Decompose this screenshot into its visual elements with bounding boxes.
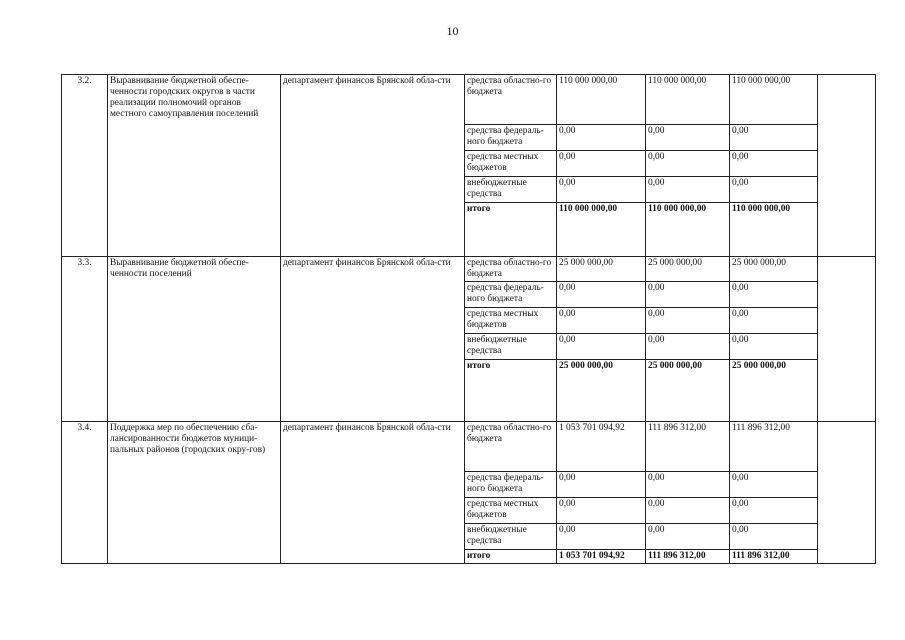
total-amount: 110 000 000,00 bbox=[646, 203, 730, 257]
measure-name: Выравнивание бюджетной обеспе-ченности городских округов в части реализации полномочий органов местного самоуправления поселений bbox=[108, 75, 281, 257]
total-label: итого bbox=[465, 550, 557, 564]
row-number: 3.4. bbox=[62, 422, 108, 564]
total-amount: 111 896 312,00 bbox=[646, 550, 730, 564]
total-amount: 25 000 000,00 bbox=[730, 360, 818, 422]
total-amount: 110 000 000,00 bbox=[730, 203, 818, 257]
executor: департамент финансов Брянской обла-сти bbox=[281, 257, 465, 422]
amount-cell: 0,00 bbox=[557, 334, 646, 360]
total-amount: 25 000 000,00 bbox=[557, 360, 646, 422]
table-row bbox=[62, 257, 876, 282]
amount-cell: 0,00 bbox=[730, 472, 818, 498]
total-amount: 25 000 000,00 bbox=[646, 360, 730, 422]
measure-name: Выравнивание бюджетной обеспе-ченности поселений bbox=[108, 257, 281, 422]
amount-cell: 25 000 000,00 bbox=[730, 257, 818, 282]
source-label: средства областно-го бюджета bbox=[465, 75, 557, 125]
amount-cell: 0,00 bbox=[730, 308, 818, 334]
amount-cell: 25 000 000,00 bbox=[646, 257, 730, 282]
source-label: внебюджетные средства bbox=[465, 334, 557, 360]
page-number: 10 bbox=[446, 24, 459, 38]
total-label: итого bbox=[465, 203, 557, 257]
amount-cell: 0,00 bbox=[557, 177, 646, 203]
amount-cell: 0,00 bbox=[557, 308, 646, 334]
amount-cell: 0,00 bbox=[557, 524, 646, 550]
source-label: средства местных бюджетов bbox=[465, 498, 557, 524]
source-label: средства местных бюджетов bbox=[465, 151, 557, 177]
amount-cell: 0,00 bbox=[646, 125, 730, 151]
amount-cell: 0,00 bbox=[646, 524, 730, 550]
amount-cell: 0,00 bbox=[646, 282, 730, 308]
amount-cell: 25 000 000,00 bbox=[557, 257, 646, 282]
amount-cell: 0,00 bbox=[646, 177, 730, 203]
source-label: средства областно-го бюджета bbox=[465, 422, 557, 472]
amount-cell: 1 053 701 094,92 bbox=[557, 422, 646, 472]
amount-cell: 0,00 bbox=[730, 334, 818, 360]
total-amount: 110 000 000,00 bbox=[557, 203, 646, 257]
amount-cell: 0,00 bbox=[730, 524, 818, 550]
source-label: средства областно-го бюджета bbox=[465, 257, 557, 282]
source-label: средства федераль-ного бюджета bbox=[465, 472, 557, 498]
total-amount: 1 053 701 094,92 bbox=[557, 550, 646, 564]
row-number: 3.3. bbox=[62, 257, 108, 422]
amount-cell: 0,00 bbox=[557, 498, 646, 524]
source-label: средства федераль-ного бюджета bbox=[465, 282, 557, 308]
total-amount: 111 896 312,00 bbox=[730, 550, 818, 564]
amount-cell: 0,00 bbox=[730, 125, 818, 151]
amount-cell: 110 000 000,00 bbox=[646, 75, 730, 125]
measure-name: Поддержка мер по обеспечению сба-лансированности бюджетов муници-пальных районов (городских окру-гов) bbox=[108, 422, 281, 564]
amount-cell: 0,00 bbox=[646, 308, 730, 334]
source-label: внебюджетные средства bbox=[465, 177, 557, 203]
executor: департамент финансов Брянской обла-сти bbox=[281, 422, 465, 564]
amount-cell: 111 896 312,00 bbox=[730, 422, 818, 472]
amount-cell: 0,00 bbox=[646, 334, 730, 360]
amount-cell: 0,00 bbox=[730, 498, 818, 524]
amount-cell: 111 896 312,00 bbox=[646, 422, 730, 472]
row-number: 3.2. bbox=[62, 75, 108, 257]
amount-cell: 0,00 bbox=[557, 151, 646, 177]
source-label: средства федераль-ного бюджета bbox=[465, 125, 557, 151]
budget-table bbox=[61, 74, 876, 564]
amount-cell: 0,00 bbox=[730, 151, 818, 177]
amount-cell: 0,00 bbox=[730, 177, 818, 203]
empty-cell bbox=[818, 75, 876, 257]
source-label: внебюджетные средства bbox=[465, 524, 557, 550]
amount-cell: 0,00 bbox=[646, 151, 730, 177]
amount-cell: 0,00 bbox=[730, 282, 818, 308]
amount-cell: 0,00 bbox=[646, 498, 730, 524]
table-row bbox=[62, 422, 876, 472]
amount-cell: 0,00 bbox=[557, 125, 646, 151]
amount-cell: 0,00 bbox=[646, 472, 730, 498]
executor: департамент финансов Брянской обла-сти bbox=[281, 75, 465, 257]
table-row bbox=[62, 75, 876, 125]
total-label: итого bbox=[465, 360, 557, 422]
amount-cell: 0,00 bbox=[557, 472, 646, 498]
source-label: средства местных бюджетов bbox=[465, 308, 557, 334]
amount-cell: 0,00 bbox=[557, 282, 646, 308]
empty-cell bbox=[818, 257, 876, 422]
amount-cell: 110 000 000,00 bbox=[557, 75, 646, 125]
empty-cell bbox=[818, 422, 876, 564]
amount-cell: 110 000 000,00 bbox=[730, 75, 818, 125]
